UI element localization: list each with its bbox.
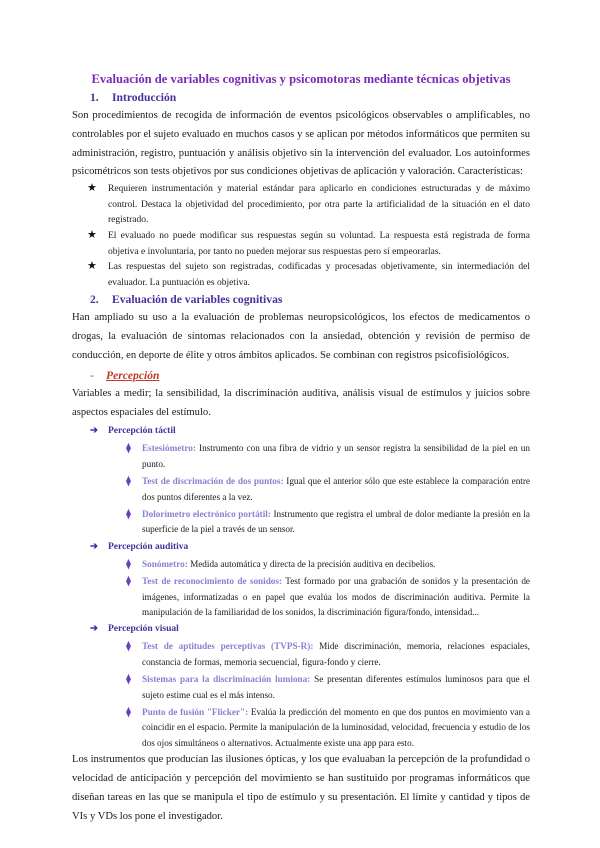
list-item: ★ Las respuestas del sujeto son registradas, codificadas y procesadas objetivamente, sin intermediación del evaluador. La puntuación es objetiva. bbox=[87, 260, 530, 288]
term: Estesiómetro: bbox=[142, 443, 196, 454]
term: Test de aptitudes perceptivas (TVPS-R): bbox=[142, 641, 314, 652]
section-1-paragraph: Son procedimientos de recogida de información de eventos psicológicos observables o amplificables, no controlables por el sujeto evaluado en muchos casos y se aplican por métodos informáticos que permiten su administración, registro, puntuación y análisis objetivo sin la intervención del evaluador. Los autoinformes psicométricos son tests objetivos por sus condiciones objetivas de aplicación y valoración. Características: bbox=[72, 110, 530, 178]
diamond-icon: ⧫ bbox=[126, 443, 131, 455]
list-item: ⧫ Estesiómetro: Instrumento con una fibra de vidrio y un sensor registra la sensibilidad de la piel en un punto. bbox=[126, 443, 530, 469]
section-title: Introducción bbox=[112, 91, 177, 104]
subsection-label: Percepción bbox=[106, 368, 160, 382]
term: Sonómetro: bbox=[142, 558, 188, 569]
diamond-icon: ⧫ bbox=[126, 508, 131, 520]
document-page bbox=[72, 70, 530, 826]
diamond-icon: ⧫ bbox=[126, 674, 131, 686]
subsection-paragraph: Variables a medir; la sensibilidad, la discriminación auditiva, análisis visual de estímulos y juicios sobre aspectos espaciales del estímulo. bbox=[72, 387, 530, 418]
group-heading: ➔ Percepción táctil bbox=[72, 424, 530, 439]
section-number: 1. bbox=[90, 91, 99, 104]
list-item: ⧫ Dolorímetro electrónico portátil: Instrumento que registra el umbral de dolor mediante la presión en la superficie de la piel a través de un sensor. bbox=[126, 508, 530, 535]
section-2-paragraph: Han ampliado su uso a la evaluación de problemas neuropsicológicos, los efectos de medicamentos o drogas, la evaluación de síntomas relacionados con la ansiedad, obtención y revisión de permiso de conducción, en deporte de élite y otros ámbitos aplicados. Se combinan con registros psicofisiológicos. bbox=[72, 312, 530, 361]
list-item: ⧫ Sonómetro: Medida automática y directa de la precisión auditiva en decibelios. bbox=[72, 557, 530, 572]
list-item: ⧫ Punto de fusión "Flicker": Evalúa la predicción del momento en que dos puntos en movimiento van a coincidir en el espacio. Permite la manipulación de la luminosidad, velocidad, frecuencia y estudio de los dos ojos simultáneos o alternativos. Actualmente existe una app para esto. bbox=[126, 707, 530, 748]
group-list bbox=[72, 639, 530, 751]
arrow-right-icon: ➔ bbox=[90, 426, 98, 437]
subsection-heading bbox=[72, 367, 530, 385]
group-heading: ➔ Percepción visual bbox=[72, 622, 530, 637]
list-item: ★ El evaluado no puede modificar sus respuestas según su voluntad. La respuesta está registrada de forma objetiva e involuntaria, por tanto no pueden mejorar sus respuestas pero sí empeorarlas. bbox=[87, 228, 530, 257]
list-item: ⧫ Test de reconocimiento de sonidos: Test formado por una grabación de sonidos y la presentación de imágenes, informatizadas o en papel que evalúa los modos de discriminación auditiva. Permite la manipulación de la familiaridad de los sonidos, la discriminación figura/fondo, intensidad... bbox=[126, 576, 530, 617]
list-item: ⧫ Test de discrimación de dos puntos: Igual que el anterior sólo que este establece la comparación entre dos puntos diferentes a la vez. bbox=[126, 476, 530, 502]
document-title: Evaluación de variables cognitivas y psicomotoras mediante técnicas objetivas bbox=[91, 72, 511, 86]
closing-paragraph: Los instrumentos que producían las ilusiones ópticas, y los que evaluaban la percepción de la profundidad o velocidad de anticipación y percepción del movimiento se han sustituido por programas informáticos que diseñan tareas en las que se manipula el tipo de estímulo y su presentación. El límite y cantidad y tipos de VIs y VDs los pone el investigador. bbox=[72, 754, 530, 822]
arrow-right-icon: ➔ bbox=[90, 624, 98, 635]
term: Test de discrimación de dos puntos: bbox=[142, 476, 284, 487]
term: Dolorímetro electrónico portátil: bbox=[142, 508, 271, 519]
diamond-icon: ⧫ bbox=[126, 641, 131, 653]
term: Sistemas para la discriminación lumiona: bbox=[142, 674, 311, 685]
list-item: ⧫ Test de aptitudes perceptivas (TVPS-R): Mide discriminación, memoria, relaciones espaciales, constancia de formas, memoria secuencial, figura-fondo y cierre. bbox=[126, 641, 530, 667]
section-number: 2. bbox=[90, 293, 99, 307]
arrow-right-icon: ➔ bbox=[90, 541, 98, 552]
characteristics-list bbox=[72, 182, 530, 291]
star-icon: ★ bbox=[87, 260, 97, 273]
diamond-icon: ⧫ bbox=[126, 476, 131, 488]
group-list bbox=[72, 557, 530, 621]
dash-marker: - bbox=[90, 368, 94, 382]
section-1-heading bbox=[72, 89, 530, 107]
term: Test de reconocimiento de sonidos: bbox=[142, 576, 283, 587]
section-2-heading bbox=[72, 291, 530, 309]
star-icon: ★ bbox=[87, 228, 97, 241]
diamond-icon: ⧫ bbox=[126, 558, 131, 570]
group-heading: ➔ Percepción auditiva bbox=[72, 540, 530, 555]
list-item: ⧫ Sistemas para la discriminación lumiona: Se presentan diferentes estímulos luminosos para que el sujeto estime cual es el más intenso. bbox=[126, 674, 530, 700]
star-icon: ★ bbox=[87, 182, 97, 195]
diamond-icon: ⧫ bbox=[126, 707, 131, 719]
group-list bbox=[72, 441, 530, 537]
section-title: Evaluación de variables cognitivas bbox=[112, 293, 283, 307]
list-item: ★ Requieren instrumentación y material estándar para aplicarlo en condiciones estructuradas y de máximo control. Destaca la objetividad del procedimiento, por otra parte la artificialidad de la situación en el dato registrado. bbox=[87, 182, 530, 226]
term: Punto de fusión "Flicker": bbox=[142, 707, 249, 718]
diamond-icon: ⧫ bbox=[126, 576, 131, 588]
